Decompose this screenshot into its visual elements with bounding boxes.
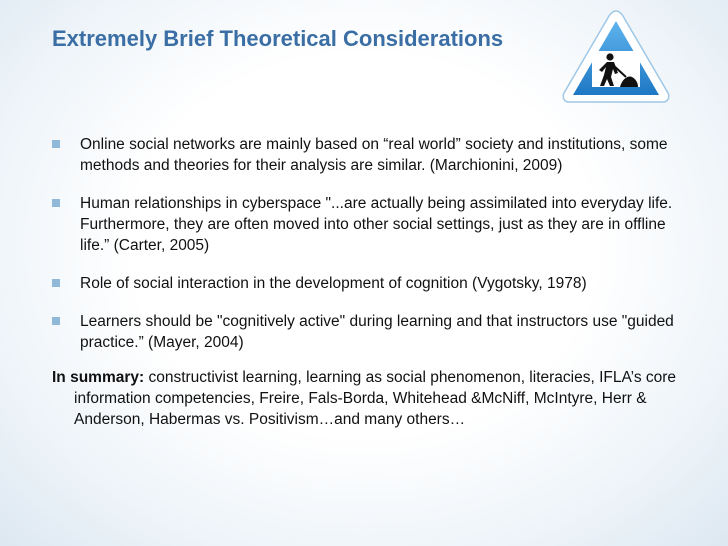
bullet-item (52, 193, 692, 256)
bullet-marker (52, 317, 60, 325)
bullet-item (52, 134, 692, 176)
summary-text: constructivist learning, learning as social phenomenon, literacies, IFLA’s core information competencies, Freire, Fals-Borda, Whitehead &McNiff, McIntyre, Herr & Anderson, Habermas vs. Positivism…and many others… (74, 369, 677, 428)
bullet-text: Online social networks are mainly based on “real world” society and institutions, some methods and theories for their analysis are similar. (Marchionini, 2009) (80, 136, 668, 174)
men-at-work-sign-icon (558, 7, 674, 107)
bullet-marker (52, 140, 60, 148)
bullet-text: Role of social interaction in the development of cognition (Vygotsky, 1978) (80, 275, 587, 292)
bullet-text: Human relationships in cyberspace "...are actually being assimilated into everyday life. Furthermore, they are often moved into other social settings, just as they are in offline life.” (Carter, 2005) (80, 195, 673, 254)
bullet-item (52, 273, 692, 294)
summary-paragraph (52, 367, 704, 430)
slide-title: Extremely Brief Theoretical Considerations (52, 26, 504, 51)
bullet-list (52, 134, 692, 370)
summary-label: In summary: (52, 369, 145, 386)
bullet-marker (52, 199, 60, 207)
bullet-item (52, 311, 692, 353)
bullet-text: Learners should be "cognitively active" during learning and that instructors use "guided practice.” (Mayer, 2004) (80, 313, 674, 351)
bullet-marker (52, 279, 60, 287)
